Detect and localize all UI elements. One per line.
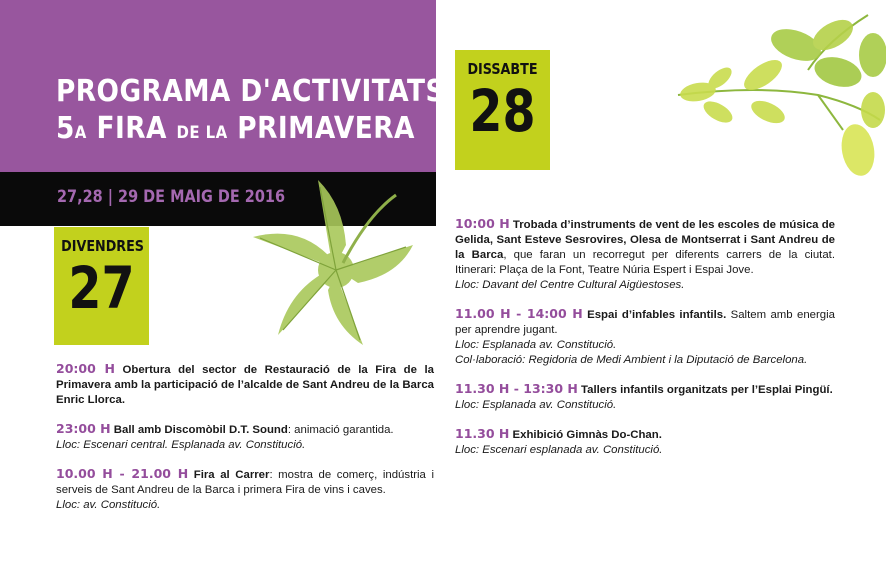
event-item: 11.30 H Exhibició Gimnàs Do-Chan. Lloc: Escenari esplanada av. Constitució.	[455, 426, 663, 456]
day-number: 27	[68, 254, 135, 322]
event-item: 10:00 H Trobada d’instruments de vent de les escoles de música de Gelida, Sant Esteve Sesrovires, Olesa de Montserrat i Sant Andreu de la Barca, que faran un recorregut per diferents carrers de la ciutat. Itinerari: Plaça de la Font, Teatre Núria Espert i Espai Jove. Lloc: Davant del Centre Cultural Aigüestoses.	[455, 216, 835, 291]
events-dissabte	[455, 216, 835, 471]
leaves-branch-icon	[668, 0, 886, 190]
day-number: 28	[469, 77, 536, 145]
page-title-line1: PROGRAMA D'ACTIVITATS	[56, 74, 445, 109]
event-dates: 27,28 | 29 DE MAIG DE 2016	[57, 187, 286, 207]
day-name: DIVENDRES	[61, 237, 144, 255]
leaf-icon	[248, 175, 428, 350]
event-item: 11.30 H - 13:30 H Tallers infantils organitzats per l’Esplai Pingüí. Lloc: Esplanada av. Constitució.	[455, 381, 833, 411]
event-item: 10.00 H - 21.00 H Fira al Carrer: mostra de comerç, indústria i serveis de Sant Andreu de la Barca i primera Fira de vins i caves. Lloc: av. Constitució.	[56, 466, 434, 511]
day-name: DISSABTE	[467, 60, 538, 78]
event-item: 20:00 H Obertura del sector de Restauració de la Fira de la Primavera amb la participació de l’alcalde de Sant Andreu de la Barca Enric Llorca.	[56, 361, 434, 406]
day-box-divendres	[54, 227, 149, 345]
page-title-line2: 5A FIRA DE LA PRIMAVERA	[56, 111, 415, 146]
event-item: 23:00 H Ball amb Discomòbil D.T. Sound: animació garantida. Lloc: Escenari central. Esplanada av. Constitució.	[56, 421, 394, 451]
event-item: 11.00 H - 14:00 H Espai d’infables infantils. Saltem amb energia per aprendre jugant. Lloc: Esplanada av. Constitució. Col·laboració: Regidoria de Medi Ambient i la Diputació de Barcelona.	[455, 306, 835, 366]
day-box-dissabte	[455, 50, 550, 170]
events-divendres	[56, 361, 434, 526]
